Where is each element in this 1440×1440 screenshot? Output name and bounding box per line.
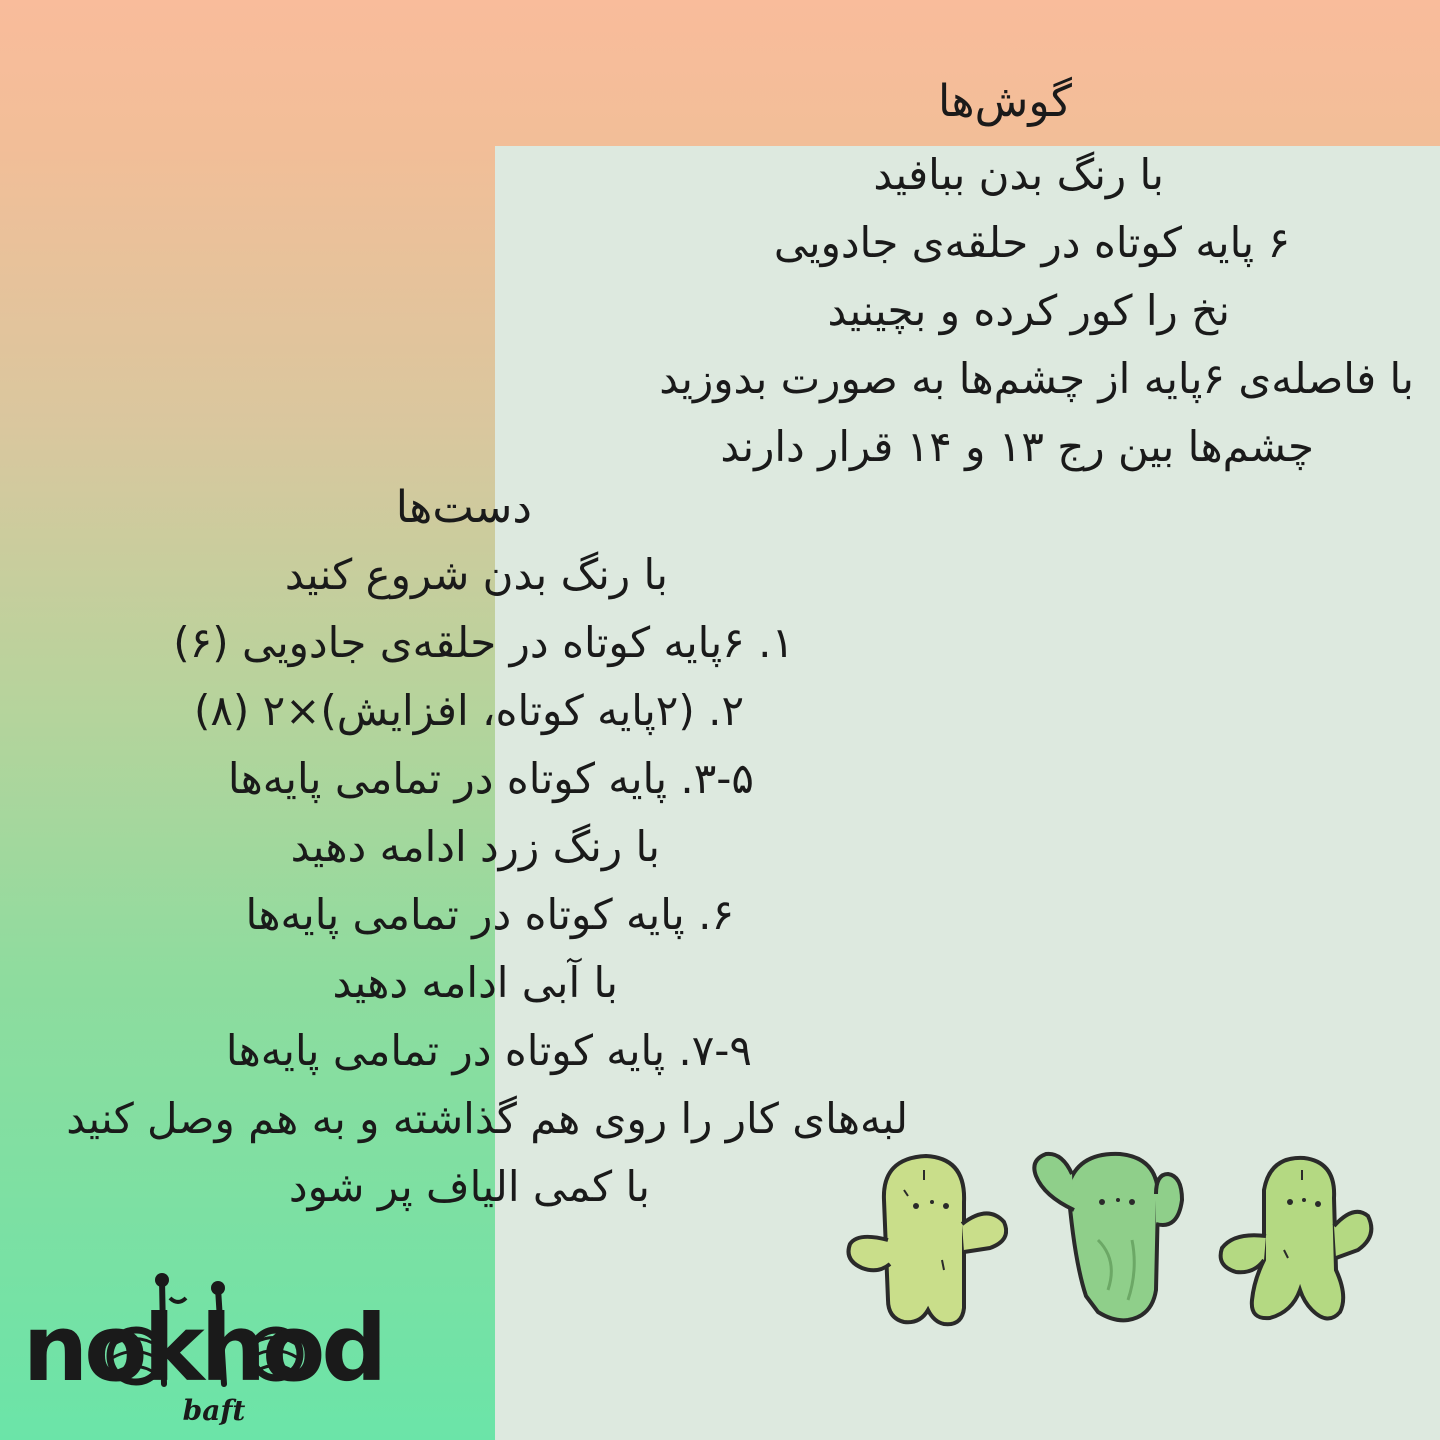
logo-subtitle: baft — [182, 1394, 246, 1427]
ears-instruction: نخ را کور کرده و بچینید — [827, 286, 1230, 335]
ears-instruction: با رنگ بدن ببافید — [873, 150, 1164, 199]
ears-instruction: با فاصله‌ی ۶پایه از چشم‌ها به صورت بدوزید — [659, 354, 1414, 403]
hands-instruction: لبه‌های کار را روی هم گذاشته و به هم وصل کنید — [66, 1094, 908, 1143]
hands-heading: دست‌ها — [395, 482, 532, 533]
hands-instruction: ۳-۵. پایه کوتاه در تمامی پایه‌ها — [227, 754, 754, 803]
hands-instruction: با رنگ زرد ادامه دهید — [290, 822, 660, 871]
brand-logo — [18, 1272, 388, 1432]
cactus-illustration — [1028, 1140, 1198, 1330]
hands-instruction: ۶. پایه کوتاه در تمامی پایه‌ها — [245, 890, 734, 939]
ears-heading: گوش‌ها — [938, 76, 1072, 127]
cactus-illustration — [1208, 1140, 1378, 1330]
ears-instruction: ۶ پایه کوتاه در حلقه‌ی جادویی — [773, 218, 1290, 267]
cactus-illustrations — [838, 1140, 1378, 1340]
logo-wordmark: nokhod — [22, 1295, 384, 1402]
hands-instruction: با رنگ بدن شروع کنید — [284, 550, 668, 599]
hands-instruction: با کمی الیاف پر شود — [288, 1162, 650, 1211]
hands-instruction: ۲. (۲پایه کوتاه، افزایش)×۲ (۸) — [193, 686, 744, 735]
hands-instruction: ۱. ۶پایه کوتاه در حلقه‌ی جادویی (۶) — [173, 618, 794, 667]
cactus-illustration — [838, 1140, 1008, 1330]
ears-instruction: چشم‌ها بین رج ۱۳ و ۱۴ قرار دارند — [720, 422, 1314, 471]
hands-instruction: با آبی ادامه دهید — [332, 958, 618, 1007]
hands-instruction: ۷-۹. پایه کوتاه در تمامی پایه‌ها — [225, 1026, 752, 1075]
